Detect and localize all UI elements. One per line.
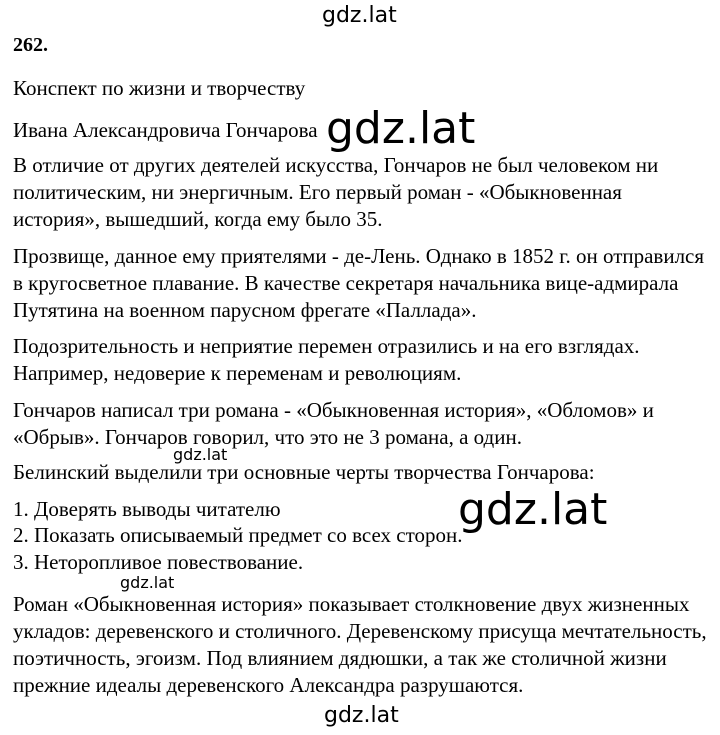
paragraph-line: поэтичность, эгоизм. Под влиянием дядюшки, а так же столичной жизни (13, 646, 667, 670)
heading-line-1: Конспект по жизни и творчеству (13, 76, 306, 100)
heading-line-2: Ивана Александровича Гончарова (13, 118, 318, 142)
paragraph-line: В отличие от других деятелей искусства, Гончаров не был человеком ни (13, 153, 659, 177)
paragraph-line: «Обрыв». Гончаров говорил, что это не 3 романа, а один. (13, 425, 522, 449)
exercise-number: 262. (13, 34, 48, 56)
paragraph-line: политическим, ни энергичным. Его первый роман - «Обыкновенная (13, 180, 622, 204)
paragraph-line: в кругосветное плавание. В качестве секретаря начальника вице-адмирала (13, 271, 679, 295)
watermark-small-2: gdz.lat (120, 573, 175, 592)
watermark-top: gdz.lat (322, 3, 397, 28)
watermark-large-1: gdz.lat (326, 103, 476, 154)
paragraph-line: Например, недоверие к переменам и революциям. (13, 361, 462, 385)
watermark-bottom: gdz.lat (324, 703, 399, 728)
paragraph-line: Белинский выделили три основные черты творчества Гончарова: (13, 460, 595, 484)
paragraph-line: Роман «Обыкновенная история» показывает столкновение двух жизненных (13, 592, 690, 616)
paragraph-line: прежние идеалы деревенского Александра разрушаются. (13, 673, 524, 697)
watermark-small-1: gdz.lat (173, 445, 228, 464)
paragraph-line: Гончаров написал три романа - «Обыкновенная история», «Обломов» и (13, 398, 654, 422)
paragraph-line: Прозвище, данное ему приятелями - де-Лень. Однако в 1852 г. он отправился (13, 244, 705, 268)
paragraph-line: укладов: деревенского и столичного. Деревенскому присуща мечтательность, (13, 619, 707, 643)
list-item: 2. Показать описываемый предмет со всех сторон. (13, 523, 463, 547)
list-item: 1. Доверять выводы читателю (13, 497, 281, 521)
watermark-large-2: gdz.lat (458, 484, 608, 535)
paragraph-line: история», вышедший, когда ему было 35. (13, 207, 383, 231)
list-item: 3. Неторопливое повествование. (13, 550, 304, 574)
paragraph-line: Подозрительность и неприятие перемен отразились и на его взглядах. (13, 334, 640, 358)
paragraph-line: Путятина на военном парусном фрегате «Паллада». (13, 298, 477, 322)
